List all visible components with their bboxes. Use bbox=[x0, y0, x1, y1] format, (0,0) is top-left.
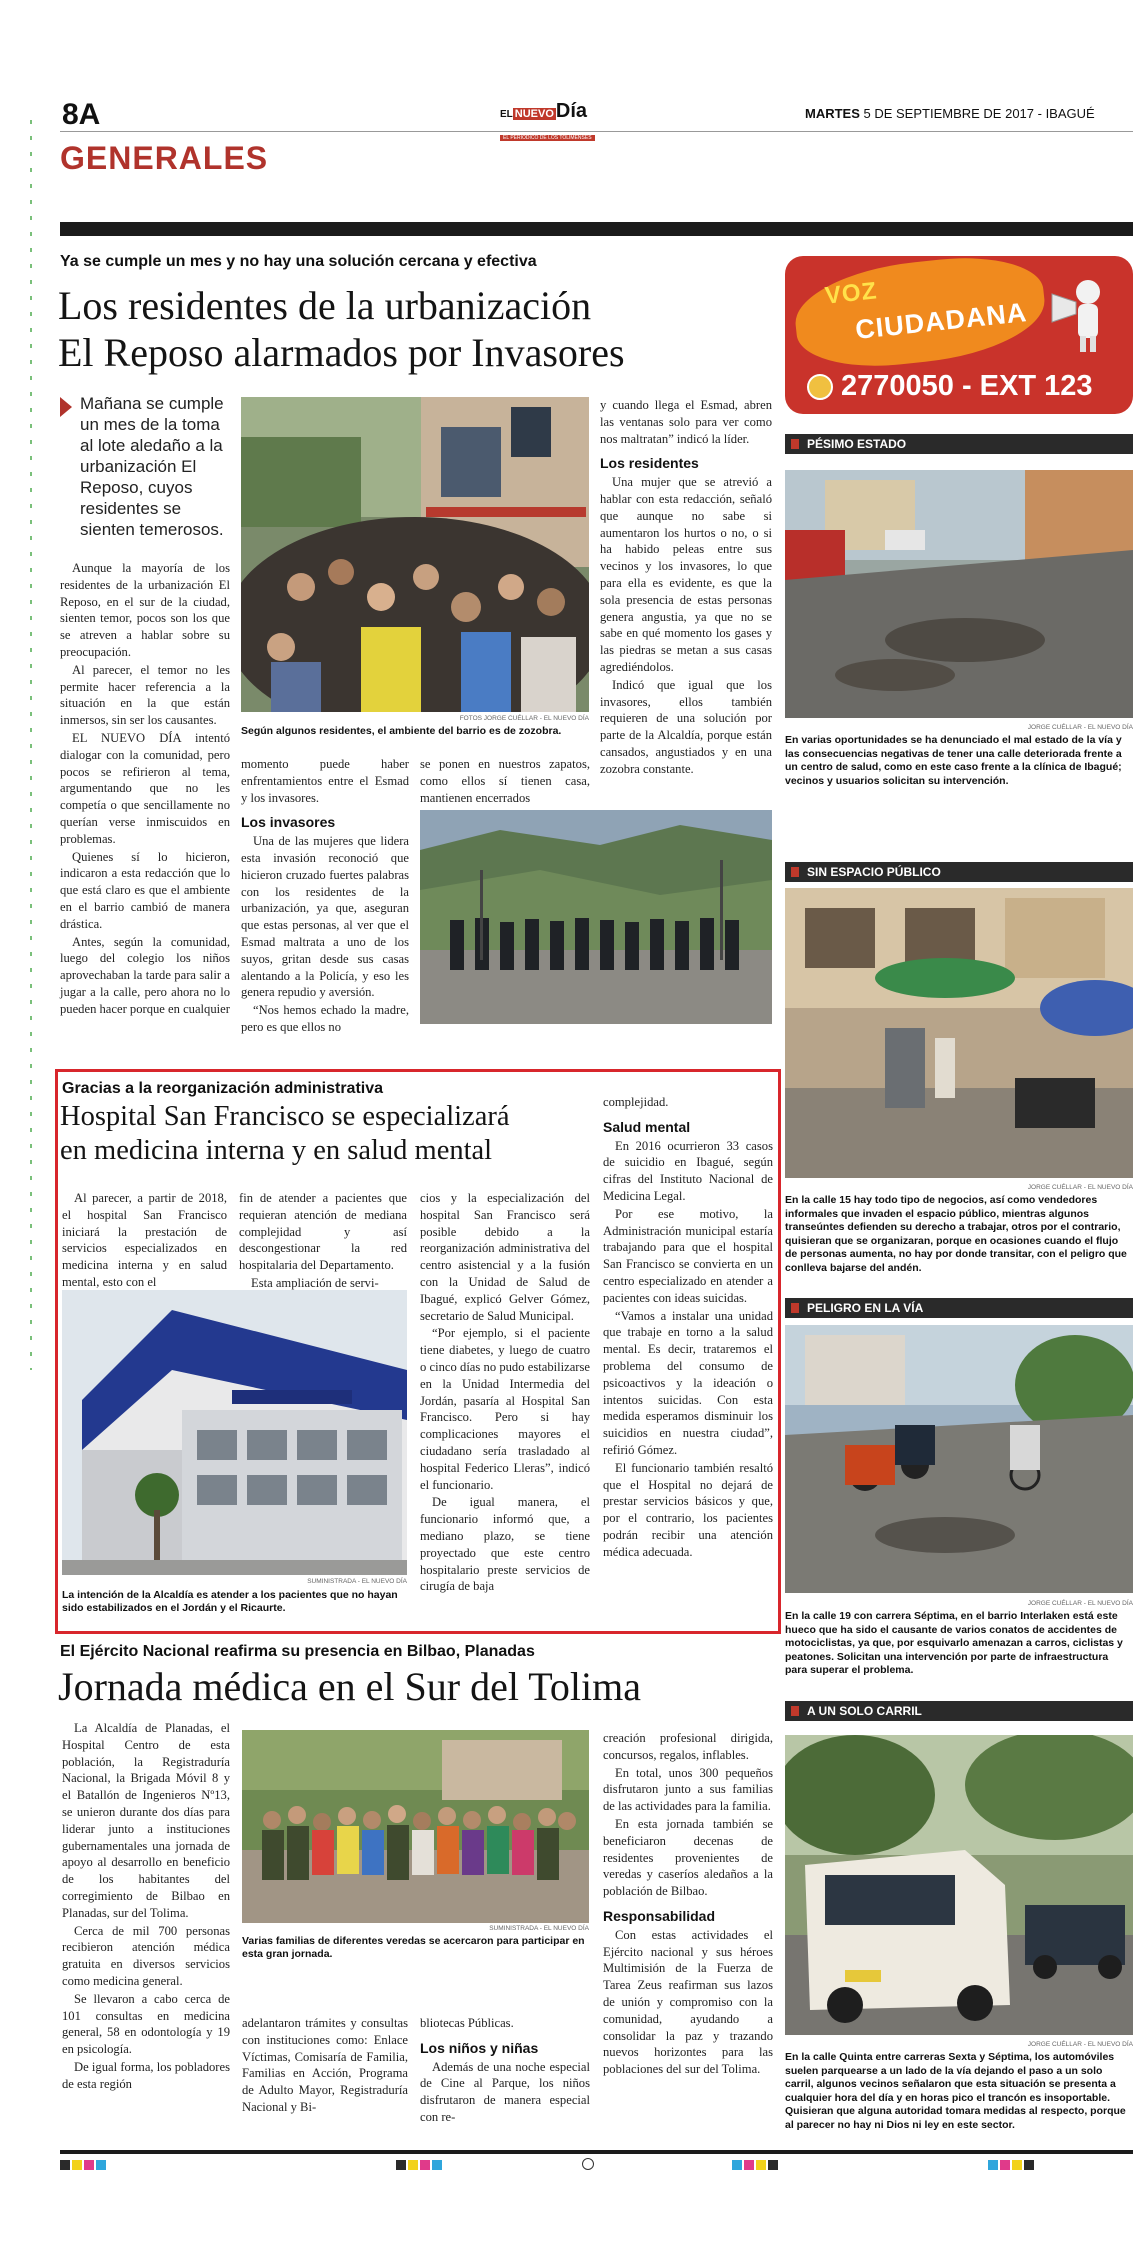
paragraph: fin de atender a pacientes que requieran atención de mediana complejidad y así descongestionar la red hospitalaria del Departamento. bbox=[239, 1191, 407, 1273]
print-registration-marks bbox=[60, 2157, 1133, 2171]
paragraph: se ponen en nuestros zapatos, como ellos sí tienen casa, mantienen encerrados bbox=[420, 757, 590, 805]
street-vendors-photo bbox=[785, 888, 1133, 1178]
subhead-los-invasores: Los invasores bbox=[241, 814, 336, 831]
subhead-los-residentes: Los residentes bbox=[600, 455, 699, 472]
voz-ciudadana-banner bbox=[785, 256, 1133, 414]
paragraph: De igual forma, los pobladores de esta región bbox=[62, 2059, 230, 2091]
sidebar-label bbox=[785, 862, 1133, 882]
article2-col3 bbox=[420, 1190, 590, 1596]
footer-rule bbox=[60, 2150, 1133, 2154]
motorcycles-photo bbox=[785, 1325, 1133, 1593]
logo-dia: Día bbox=[555, 100, 588, 122]
article1-col2 bbox=[241, 756, 409, 1037]
paragraph: Al parecer, el temor no les permite hacer referencia a la situación en la que están inmersos, sin ser los causantes. bbox=[60, 662, 230, 728]
paragraph: La Alcaldía de Planadas, el Hospital Centro de esta población, la Registraduría Nacional, la Brigada Móvil 8 y el Batallón de Ingenieros Nº13, se unieron durante dos días para liderar junto a instituciones gubernamentales una jornada de apoyo al desarrollo en beneficio de los habitantes del corregimiento de Bilbao en Planadas, sur del Tolima. bbox=[62, 1721, 230, 1920]
article2-col4 bbox=[603, 1094, 773, 1562]
paragraph: Antes, según la comunidad, luego del colegio los niños aprovechaban la tarde para salir a jugar a la calle, pero ahora no lo pueden hacer porque en cualquier bbox=[60, 934, 230, 1016]
sidebar-label bbox=[785, 1701, 1133, 1721]
label-marker bbox=[791, 1706, 799, 1716]
sidebar-caption: En la calle Quinta entre carreras Sexta y Séptima, los automóviles suelen parquearse a un lado de la vía dejando el paso a un solo carril, algunos vecinos señalaron que esta situación se presenta a cualquier hora del día y en horas pico el trancón es insoportable. Quisieran que alguna autoridad tomara medidas al respecto, porque al parecer no hay ni Dios ni ley en este sector. bbox=[785, 2051, 1126, 2131]
sidebar-item-sin-espacio-publico bbox=[785, 862, 1133, 1282]
parked-cars-photo bbox=[785, 1735, 1133, 2035]
sidebar-item-pesimo-estado bbox=[785, 434, 1133, 860]
scan-edge-marks bbox=[30, 120, 32, 1370]
paragraph: Una mujer que se atrevió a hablar con esta redacción, señaló que aunque no sabe si aumentaron los hurtos o no, o si ha habido peleas entre sus vecinos y los invasores, lo que para ella es evidente, es que la sola presencia de estas personas genera angustia, ya que no se sabe en qué momento los gases y las piedras se metan a sus casas agrediéndolos. bbox=[600, 475, 772, 674]
hospital-photo-credit: SUMINISTRADA - EL NUEVO DÍA bbox=[307, 1578, 407, 1585]
article2-col1 bbox=[62, 1190, 227, 1292]
section-title: GENERALES bbox=[60, 140, 269, 176]
paragraph: De igual manera, el funcionario informó que, a mediano plazo, se tiene proyectado que este centro hospitalario preste servicios de cirugía de baja bbox=[420, 1495, 590, 1594]
subhead-los-ninos: Los niños y niñas bbox=[420, 2039, 539, 2056]
paragraph: Se llevaron a cabo cerca de 101 consultas en medicina general, 58 en odontología y 19 en psicología. bbox=[62, 1991, 230, 2057]
article3-col2 bbox=[242, 2015, 408, 2117]
photo1-caption: Según algunos residentes, el ambiente del barrio es de zozobra. bbox=[241, 725, 562, 737]
newspaper-logo bbox=[500, 100, 630, 141]
issue-date bbox=[805, 106, 1095, 121]
subhead-salud-mental: Salud mental bbox=[603, 1118, 691, 1135]
sidebar-credit: JORGE CUÉLLAR - EL NUEVO DÍA bbox=[1027, 2041, 1133, 2048]
paragraph: Con estas actividades el Ejército nacional y sus héroes Multimisión de la Fuerza de Tarea Zeus reafirman sus lazos de unión y compromiso con la comunidad, ayudando a consolidar la paz y trazando nuevos horizontes para las poblaciones del sur del Tolima. bbox=[603, 1927, 773, 2077]
sidebar-item-a-un-solo-carril bbox=[785, 1701, 1133, 2161]
article2-headline bbox=[60, 1100, 600, 1168]
hospital-photo-caption: La intención de la Alcaldía es atender a los pacientes que no hayan sido estabilizados en el Jordán y el Ricaurte. bbox=[62, 1589, 398, 1614]
photo1-credit: FOTOS JORGE CUÉLLAR - EL NUEVO DÍA bbox=[459, 715, 589, 722]
paragraph: EL NUEVO DÍA intentó dialogar con la comunidad, pero pocos se refirieron al tema, argumentando que no les competía o que sencillamente no querían verse inmiscuidos en problemas. bbox=[60, 730, 230, 846]
logo-tagline: EL PERIÓDICO DE LOS TOLIMENSES bbox=[500, 135, 595, 141]
paragraph: Al parecer, a partir de 2018, el hospital San Francisco iniciará la prestación de servicios especializados en medicina interna y en salud mental, esto con el bbox=[62, 1191, 227, 1289]
article1-headline bbox=[58, 282, 778, 376]
article1-kicker: Ya se cumple un mes y no hay una solución cercana y efectiva bbox=[60, 253, 537, 270]
article3-headline: Jornada médica en el Sur del Tolima bbox=[58, 1664, 641, 1709]
megaphone-icon bbox=[1050, 274, 1110, 354]
crosshair-icon bbox=[582, 2158, 594, 2170]
masthead-rule bbox=[60, 131, 1133, 132]
banner-title-voz: VOZ bbox=[823, 277, 879, 310]
paragraph: En esta jornada también se beneficiaron decenas de residentes provenientes de veredas y caseríos aledaños a la población de Bilbao. bbox=[603, 1816, 773, 1899]
article1-col4 bbox=[600, 397, 772, 779]
paragraph: “Vamos a instalar una unidad que trabaje en torno a la salud mental. Es decir, trataremos el problema del consumo de psicoactivos y la ideación o intentos suicidas. Con esta medida esperamos disminuir los suicidios en nuestra ciudad”, refirió Gómez. bbox=[603, 1308, 773, 1457]
section-top-rule bbox=[60, 222, 1133, 236]
sidebar-label bbox=[785, 434, 1133, 454]
sidebar-caption: En varias oportunidades se ha denunciado el mal estado de la vía y las consecuencias negativas de tener una calle deteriorada frente a un centro de salud, como en este caso frente a la clínica de Ibagué; vecinos y usuarios solicitan su intervención. bbox=[785, 734, 1122, 787]
sidebar-label-text: PELIGRO EN LA VÍA bbox=[807, 1301, 924, 1315]
label-marker bbox=[791, 439, 799, 449]
article1-headline-line2: El Reposo alarmados por Invasores bbox=[58, 330, 625, 375]
sidebar-credit: JORGE CUÉLLAR - EL NUEVO DÍA bbox=[1027, 1600, 1133, 1607]
damaged-road-photo bbox=[785, 470, 1133, 718]
phone-icon bbox=[807, 374, 833, 400]
article1-headline-line1: Los residentes de la urbanización bbox=[58, 283, 592, 328]
paragraph: adelantaron trámites y consultas con instituciones como: Enlace Víctimas, Comisaría de Familia, Familias en Acción, Programa de Adulto Mayor, Registraduría Nacional y Bi- bbox=[242, 2016, 408, 2114]
sidebar-credit: JORGE CUÉLLAR - EL NUEVO DÍA bbox=[1027, 1184, 1133, 1191]
article3-col1 bbox=[62, 1720, 230, 2094]
paragraph: Quienes sí lo hicieron, indicaron a esta redacción que lo que está claro es que el ambiente en el barrio cambió de manera drástica. bbox=[60, 849, 230, 931]
paragraph: Esta ampliación de servi- bbox=[251, 1275, 379, 1290]
paragraph: En total, unos 300 pequeños disfrutaron junto a sus familias de las actividades para la familia. bbox=[603, 1765, 773, 1814]
paragraph: Aunque la mayoría de los residentes de la urbanización El Reposo, en el sur de la ciudad, sienten temor, pocos son los que se atreven a hablar sobre su preocupación. bbox=[60, 561, 230, 659]
article3-col4 bbox=[603, 1730, 773, 2079]
paragraph: En 2016 ocurrieron 33 casos de suicidio en Ibagué, según cifras del Instituto Nacional de Medicina Legal. bbox=[603, 1138, 773, 1203]
paragraph: y cuando llega el Esmad, abren las ventanas solo para ver como nos maltratan” indicó la líder. bbox=[600, 398, 772, 446]
sidebar-label-text: A UN SOLO CARRIL bbox=[807, 1704, 922, 1718]
article2-kicker: Gracias a la reorganización administrativa bbox=[62, 1080, 384, 1097]
paragraph: El funcionario también resaltó que el Hospital no dejará de prestar servicios básicos y que, por el contrario, los pacientes podrán recibir una atención médica adecuada. bbox=[603, 1460, 773, 1559]
article3-kicker: El Ejército Nacional reafirma su presencia en Bilbao, Planadas bbox=[60, 1643, 535, 1660]
sidebar-item-peligro-en-la-via bbox=[785, 1298, 1133, 1698]
paragraph: Por ese motivo, la Administración municipal estaría trabajando para que el hospital San Francisco se convierta en un centro especializado en atender a pacientes con ideas suicidas. bbox=[603, 1206, 773, 1305]
article3-col3 bbox=[420, 2015, 590, 2127]
banner-title-ciudadana: CIUDADANA bbox=[853, 297, 1029, 345]
date-rest: 5 DE SEPTIEMBRE DE 2017 - IBAGUÉ bbox=[859, 106, 1095, 121]
lead-marker bbox=[60, 397, 72, 417]
paragraph: Indicó que igual que los invasores, ellos también requieren de una solución por parte de la Alcaldía, porque están cansados, angustiados y en una zozobra constante. bbox=[600, 677, 772, 776]
paragraph: cios y la especialización del hospital San Francisco será posible debido a la reorganización administrativa del centro asistencial y a la fusión con la Unidad de Salud de Ibagué, explicó Gelver Gómez, secretario de Salud Municipal. bbox=[420, 1191, 590, 1323]
subhead-responsabilidad: Responsabilidad bbox=[603, 1907, 716, 1924]
label-marker bbox=[791, 1303, 799, 1313]
sidebar-label bbox=[785, 1298, 1133, 1318]
date-weekday: MARTES bbox=[805, 106, 860, 121]
group-photo-caption: Varias familias de diferentes veredas se acercaron para participar en esta gran jornada. bbox=[242, 1935, 585, 1960]
logo-el: EL bbox=[500, 109, 513, 120]
article2-headline-line2: en medicina interna y en salud mental bbox=[60, 1135, 493, 1166]
lead-text: Mañana se cumple un mes de la toma al lote aledaño a la urbanización El Reposo, cuyos residentes se sienten temerosos. bbox=[80, 394, 224, 539]
paragraph: Además de una noche especial de Cine al Parque, los niños disfrutaron de manera especial con re- bbox=[420, 2059, 590, 2124]
paragraph: bliotecas Públicas. bbox=[420, 2016, 514, 2030]
riot-police-photo bbox=[420, 810, 772, 1024]
hospital-photo bbox=[62, 1290, 407, 1575]
article1-lead bbox=[60, 393, 230, 540]
paragraph: Cerca de mil 700 personas recibieron atención médica gratuita en diversos servicios como medicina general. bbox=[62, 1923, 230, 1988]
sidebar-label-text: PÉSIMO ESTADO bbox=[807, 437, 907, 451]
banner-phone: 2770050 - EXT 123 bbox=[841, 370, 1093, 402]
sidebar-label-text: SIN ESPACIO PÚBLICO bbox=[807, 865, 941, 879]
article2-col2 bbox=[239, 1190, 407, 1293]
page-number: 8A bbox=[62, 98, 101, 131]
sidebar-credit: JORGE CUÉLLAR - EL NUEVO DÍA bbox=[1027, 724, 1133, 731]
article1-col3 bbox=[420, 756, 590, 807]
article2-headline-line1: Hospital San Francisco se especializará bbox=[60, 1101, 510, 1132]
logo-nuevo: NUEVO bbox=[514, 108, 554, 120]
paragraph: Una de las mujeres que lidera esta invasión reconoció que hicieron cruzado fuertes palabras con los residentes de la urbanización, ya que, aseguran que estas personas, al ver que el Esmad maltrata a uno de los suyos, gritan desde sus casas alentando a la Policía, y eso les genera repudio y aversión. bbox=[241, 834, 409, 1000]
crowd-photo bbox=[241, 397, 589, 712]
paragraph: creación profesional dirigida, concursos, regalos, inflables. bbox=[603, 1731, 773, 1762]
paragraph: “Nos hemos echado la madre, pero es que ellos no bbox=[241, 1003, 409, 1034]
paragraph: “Por ejemplo, si el paciente tiene diabetes, y luego de cuatro o cinco días no pudo estabilizarse en la Unidad Intermedia del Jordán, pasaría al Hospital San Francisco. Pero si hay complicaciones mayores el ciudadano sería trasladado al hospital Federico Lleras”, indicó el funcionario. bbox=[420, 1326, 590, 1492]
article1-col1 bbox=[60, 560, 230, 1019]
sidebar-caption: En la calle 19 con carrera Séptima, en el barrio Interlaken está este hueco que ha sido el causante de varios conatos de accidentes de motociclistas, ya que, por esquivarlo amenazan a carros, ciclistas y peatones. Solicitan una intervención por parte de infraestructura para superar el problema. bbox=[785, 1610, 1123, 1676]
paragraph: momento puede haber enfrentamientos entre el Esmad y los invasores. bbox=[241, 757, 409, 805]
paragraph: complejidad. bbox=[603, 1095, 669, 1109]
group-photo-credit: SUMINISTRADA - EL NUEVO DÍA bbox=[489, 1925, 589, 1932]
group-photo bbox=[242, 1730, 589, 1923]
label-marker bbox=[791, 867, 799, 877]
sidebar-caption: En la calle 15 hay todo tipo de negocios, así como vendedores informales que invaden el espacio público, mientras algunos transeúntes defienden su derecho a trabajar, otros por el contrario, quisieran que se organizaran, porque en ocasiones cuando el flujo de personas aumenta, no hay por donde transitar, con el peligro que conlleva bajarse del andén. bbox=[785, 1194, 1127, 1274]
